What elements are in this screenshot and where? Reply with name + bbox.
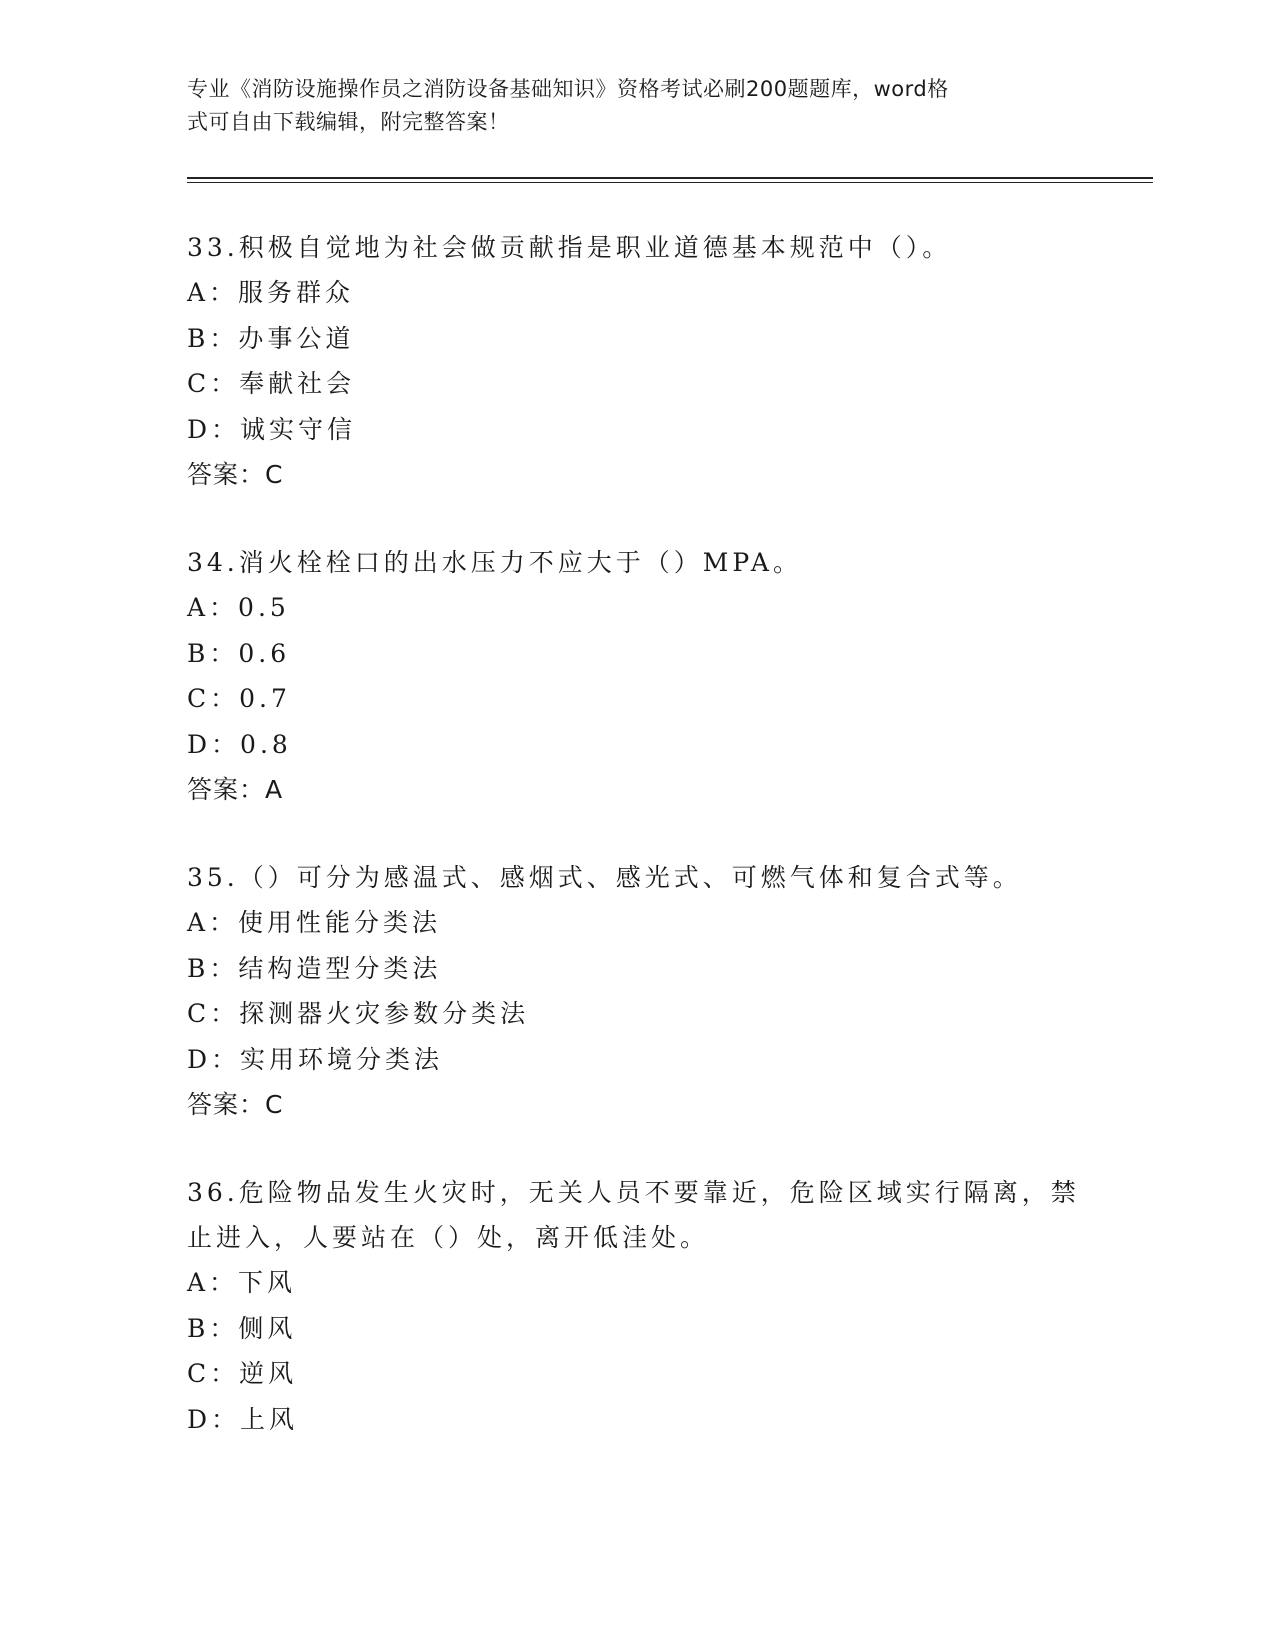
question-33	[187, 225, 1087, 497]
option-b: B：0.6	[187, 638, 291, 668]
header-line-2: 式可自由下载编辑，附完整答案！	[187, 110, 510, 134]
document-header	[187, 73, 1087, 139]
option-b: B：结构造型分类法	[187, 953, 442, 983]
question-36	[187, 1170, 1087, 1442]
option-d: D：上风	[187, 1404, 299, 1434]
option-c: C：逆风	[187, 1359, 298, 1388]
option-c: C：探测器火灾参数分类法	[187, 999, 530, 1028]
option-b: B：办事公道	[187, 323, 355, 353]
option-a: A：服务群众	[187, 278, 355, 307]
header-line-1: 专业《消防设施操作员之消防设备基础知识》资格考试必刷200题题库，word格	[187, 77, 949, 101]
question-stem-line-1: 36.危险物品发生火灾时，无关人员不要靠近，危险区域实行隔离，禁	[187, 1178, 1080, 1207]
option-a: A：下风	[187, 1268, 297, 1297]
question-stem: 33.积极自觉地为社会做贡献指是职业道德基本规范中（）。	[187, 233, 952, 262]
answer: 答案：C	[187, 460, 284, 489]
option-a: A：0.5	[187, 593, 290, 622]
option-c: C：0.7	[187, 684, 291, 713]
option-b: B：侧风	[187, 1313, 297, 1343]
header-divider	[187, 177, 1153, 179]
option-d: D：0.8	[187, 729, 292, 759]
option-a: A：使用性能分类法	[187, 908, 442, 937]
question-35	[187, 855, 1087, 1127]
question-34	[187, 540, 1087, 812]
option-c: C：奉献社会	[187, 369, 356, 398]
option-d: D：诚实守信	[187, 414, 357, 444]
question-stem: 34.消火栓栓口的出水压力不应大于（）MPA。	[187, 548, 802, 577]
answer: 答案：A	[187, 775, 284, 804]
question-stem: 35.（）可分为感温式、感烟式、感光式、可燃气体和复合式等。	[187, 863, 1022, 892]
answer: 答案：C	[187, 1090, 284, 1119]
header-divider-thin	[187, 182, 1153, 183]
option-d: D：实用环境分类法	[187, 1044, 444, 1074]
question-stem-line-2: 止进入，人要站在（）处，离开低洼处。	[187, 1223, 710, 1252]
